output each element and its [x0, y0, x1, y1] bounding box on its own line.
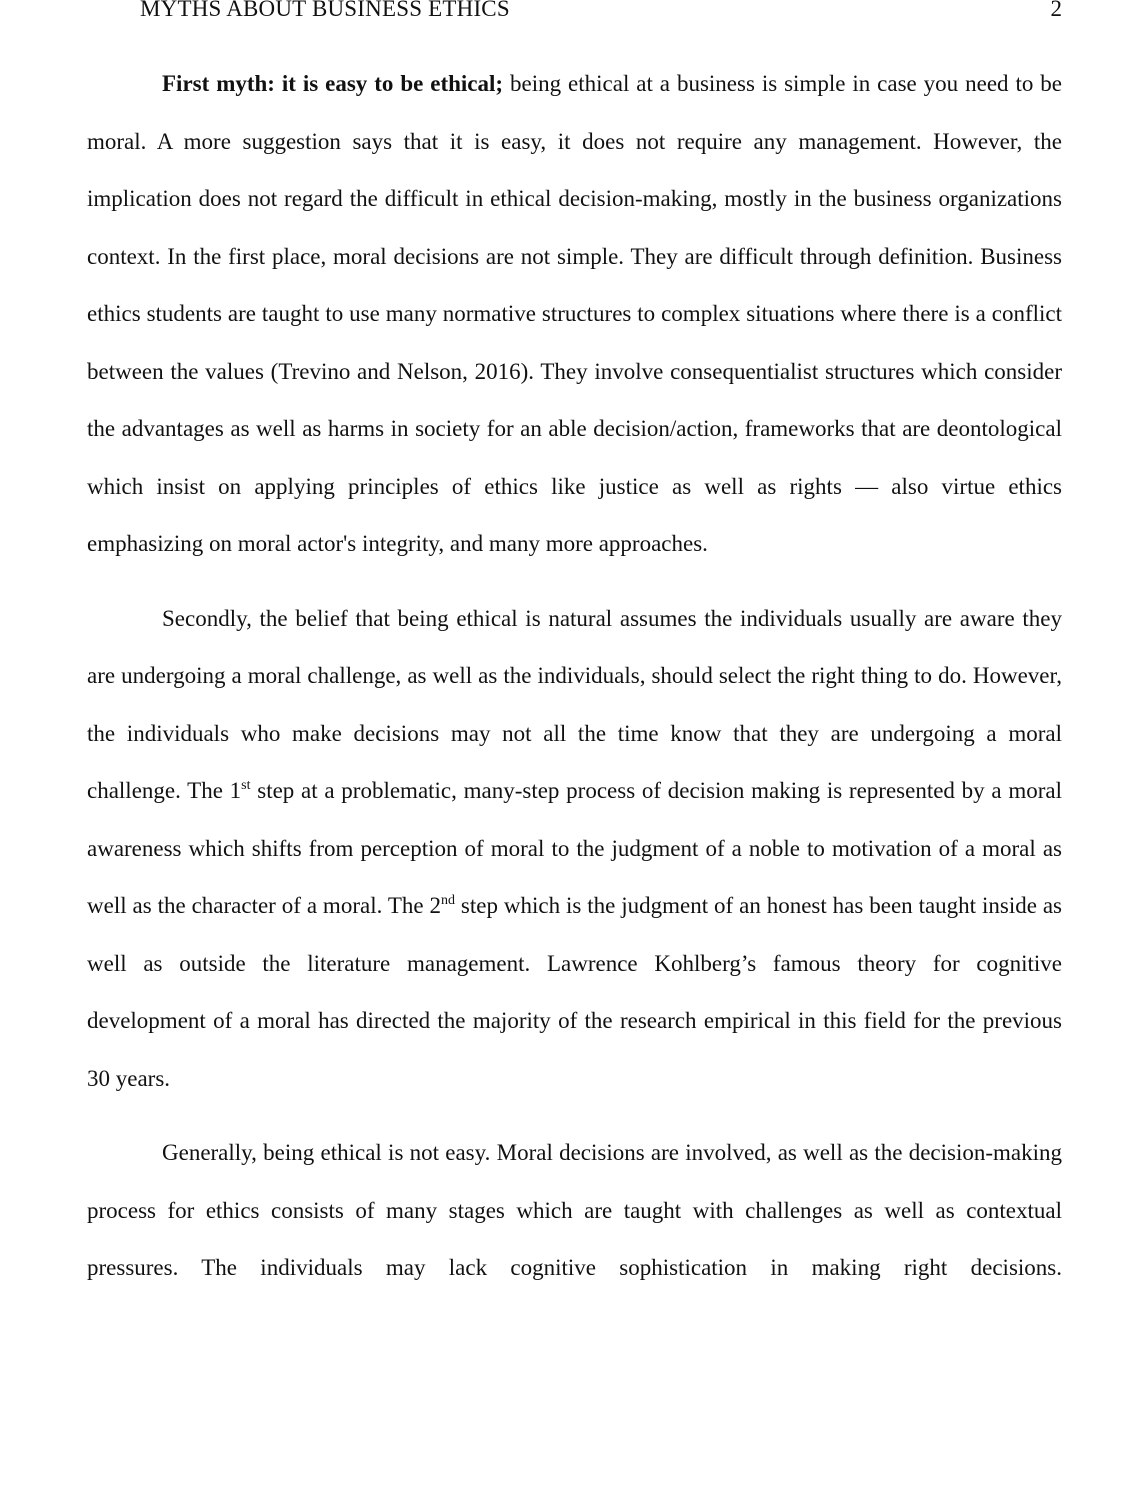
ordinal-superscript: nd	[441, 893, 455, 908]
document-body	[87, 55, 1062, 1297]
paragraph-first-myth	[87, 55, 1062, 573]
paragraph-text-part: step which is the judgment of an honest has been taught inside as well as outside the literature management. Lawrence Kohlberg’s famous theory for cognitive development of a moral has directed the majority of the research empirical in this field for the previous 30 years.	[87, 893, 1062, 1091]
running-head: MYTHS ABOUT BUSINESS ETHICS	[140, 0, 510, 21]
paragraph-text: Generally, being ethical is not easy. Moral decisions are involved, as well as the decision-making process for ethics consists of many stages which are taught with challenges as well as contextual pressures. The individuals may lack cognitive sophistication in making right decisions.	[87, 1140, 1062, 1280]
paragraph-text-part: Secondly, the belief that being ethical is natural assumes the individuals usually are aware they are undergoing a moral challenge, as well as the individuals, should select the right thing to do. However, the individuals who make decisions may not all the time know that they are undergoing a moral challenge. The 1	[87, 605, 1062, 803]
ordinal-superscript: st	[241, 778, 251, 793]
paragraph-generally	[87, 1124, 1062, 1297]
page-number: 2	[1050, 0, 1062, 21]
paragraph-lead-heading: First myth: it is easy to be ethical;	[162, 71, 504, 96]
paragraph-text-part: step at a problematic, many-step process of decision making is represented by a moral awareness which shifts from perception of moral to the judgment of a noble to motivation of a moral as well as the character of a moral. The 2	[87, 778, 1062, 918]
paragraph-text: being ethical at a business is simple in case you need to be moral. A more suggestion says that it is easy, it does not require any management. However, the implication does not regard the difficult in ethical decision-making, mostly in the business organizations context. In the first place, moral decisions are not simple. They are difficult through definition. Business ethics students are taught to use many normative structures to complex situations where there is a conflict between the values (Trevino and Nelson, 2016). They involve consequentialist structures which consider the advantages as well as harms in society for an able decision/action, frameworks that are deontological which insist on applying principles of ethics like justice as well as rights — also virtue ethics emphasizing on moral actor's integrity, and many more approaches.	[87, 71, 1062, 556]
paragraph-secondly	[87, 590, 1062, 1108]
